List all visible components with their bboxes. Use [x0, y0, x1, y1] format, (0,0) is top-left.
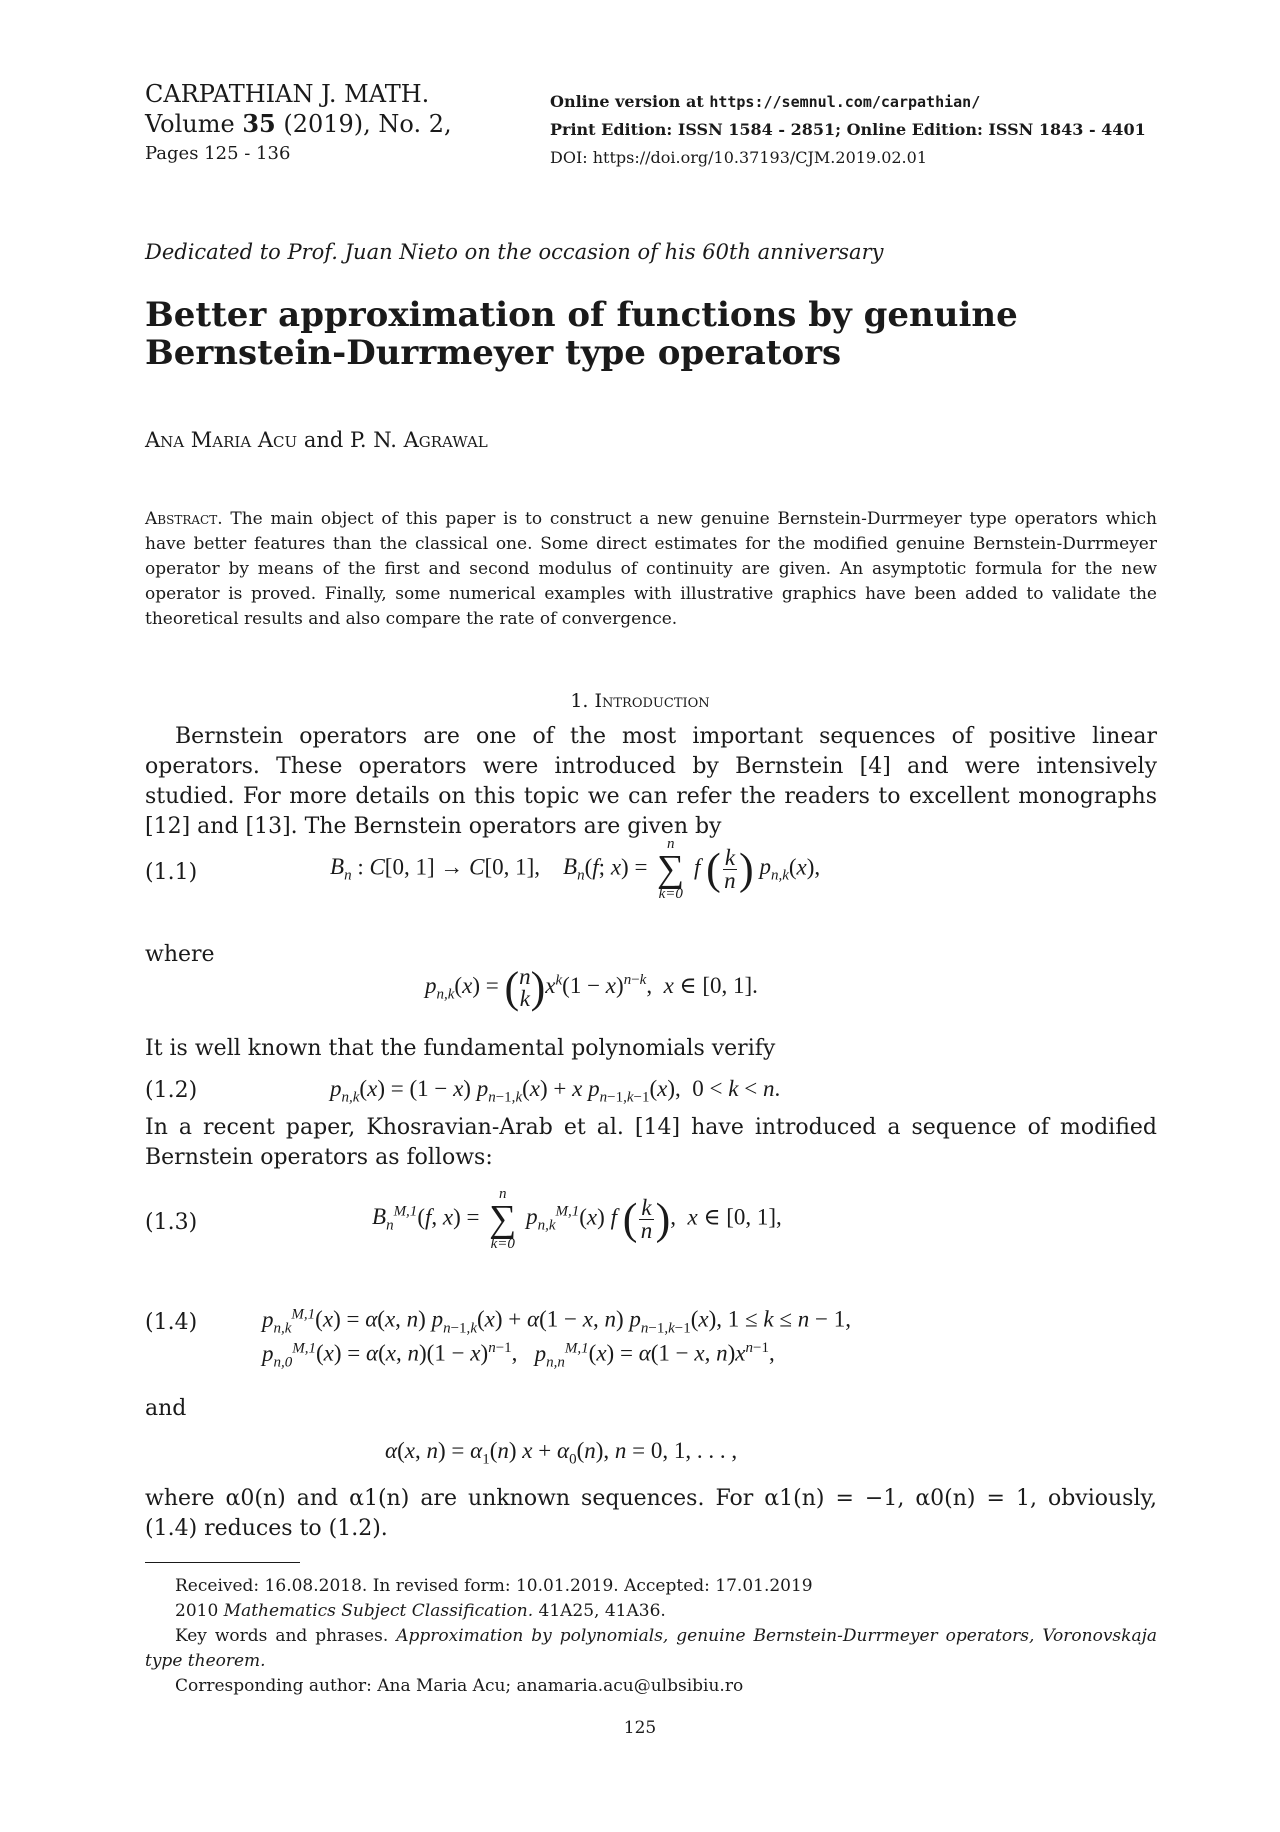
- footnote-divider: [145, 1562, 300, 1563]
- equation-1-4-line-2: $p_{n,0}^{M,1}(x) = \alpha(x$, $n)(1 - x)^{n-1}$, $p_{n,n}^{M,1}(x) = \alpha(1 - x$, $n)x^{n-1}$,: [262, 1340, 775, 1371]
- and-text: and: [145, 1396, 187, 1421]
- issn-info: Print Edition: ISSN 1584 - 2851; Online Edition: ISSN 1843 - 4401: [550, 120, 1146, 139]
- well-known-text: It is well known that the fundamental polynomials verify: [145, 1036, 776, 1061]
- section-heading: [0, 690, 1280, 712]
- journal-header: [145, 80, 452, 168]
- title-line-1: Better approximation of functions by genuine: [145, 295, 1018, 335]
- abstract-label: Abstract.: [145, 509, 223, 529]
- equation-label-1-4: (1.4): [145, 1310, 198, 1335]
- footnote-corresponding: Corresponding author: Ana Maria Acu; anamaria.acu@ulbsibiu.ro: [175, 1676, 744, 1696]
- author-1: Ana Maria Acu: [145, 428, 298, 452]
- volume-line: Volume 35 (2019), No. 2,: [145, 109, 452, 138]
- journal-name: CARPATHIAN J. MATH.: [145, 80, 430, 108]
- equation-1-4-line-1: $p_{n,k}^{M,1}(x) = \alpha(x$, n) $p_{n-1,k}(x) + \alpha(1 - x$, n) $p_{n-1,k-1}(x)$, 1 ≤ k ≤ n − 1,: [262, 1306, 851, 1337]
- equation-label-1-1: (1.1): [145, 860, 198, 885]
- paper-title: [145, 296, 1018, 372]
- equation-alpha: α(x, $n) = \alpha_1(n) x + \alpha_0(n)$, n = 0, 1, . . . ,: [385, 1438, 738, 1468]
- footnote-received: Received: 16.08.2018. In revised form: 10.01.2019. Accepted: 17.01.2019: [175, 1576, 813, 1596]
- equation-label-1-2: (1.2): [145, 1078, 198, 1103]
- abstract-text: The main object of this paper is to construct a new genuine Bernstein-Durrmeyer type operators which have better features than the classical one. Some direct estimates for the modified genuine Bernstein-Durrmeyer operator by means of the first and second modulus of continuity are given. An asymptotic formula for the new operator is proved. Finally, some numerical examples with illustrative graphics have been added to validate the theoretical results and also compare the rate of convergence.: [145, 509, 1158, 629]
- equation-1-3: $B_n^{M,1}(f$, x) = n ∑ k=0 $p_{n,k}^{M,1}(x)$ f ( $\frac{k}{n}$ ), x ∈ [0, 1],: [372, 1186, 782, 1252]
- recent-paper-paragraph: In a recent paper, Khosravian-Arab et al. [14] have introduced a sequence of modified Bernstein operators as follows:: [145, 1115, 1157, 1170]
- intro-paragraph: Bernstein operators are one of the most important sequences of positive linear operators. These operators were introduced by Bernstein [4] and were intensively studied. For more details on this topic we can refer the readers to excellent monographs [12] and [13]. The Bernstein operators are given by: [145, 724, 1157, 839]
- equation-1-1: $B_n$ : C[0, 1] → C[0, 1], $B_n(f$; x) = n ∑ k=0 f ( $\frac{k}{n}$ ) $p_{n,k}(x)$,: [330, 836, 821, 902]
- pages-line: Pages 125 - 136: [145, 143, 291, 164]
- footnote-msc: 2010 Mathematics Subject Classification. 41A25, 41A36.: [175, 1601, 666, 1621]
- doi-link[interactable]: DOI: https://doi.org/10.37193/CJM.2019.02.01: [550, 148, 927, 167]
- page-number: 125: [623, 1718, 657, 1738]
- publication-info: [550, 88, 1146, 172]
- section-title: Introduction: [594, 690, 710, 712]
- equation-1-2: $p_{n,k}(x) = (1 - x) p_{n-1,k}(x) + x$ $p_{n-1,k-1}(x)$, 0 < k < n.: [330, 1076, 781, 1106]
- footnote-keywords: Key words and phrases. Approximation by polynomials, genuine Bernstein-Durrmeyer operators, Voronovskaja type theorem.: [145, 1626, 1158, 1671]
- online-url-link[interactable]: https://semnul.com/carpathian/: [709, 93, 981, 111]
- author-conjunction: and: [297, 428, 350, 452]
- abstract: [145, 507, 1157, 632]
- section-number: 1.: [570, 690, 595, 712]
- online-version: Online version at https://semnul.com/carpathian/: [550, 92, 981, 111]
- closing-paragraph: where α0(n) and α1(n) are unknown sequences. For α1(n) = −1, α0(n) = 1, obviously, (1.4) reduces to (1.2).: [145, 1486, 1157, 1541]
- dedication: Dedicated to Prof. Juan Nieto on the occasion of his 60th anniversary: [145, 240, 884, 264]
- authors: [145, 428, 488, 452]
- author-2: P. N. Agrawal: [350, 428, 488, 452]
- equation-pnk: $p_{n,k}(x)$ = ( n k )$x^k(1 - x)^{n-k}$, x ∈ [0, 1].: [425, 963, 758, 1012]
- where-text: where: [145, 942, 215, 967]
- equation-label-1-3: (1.3): [145, 1210, 198, 1235]
- title-line-2: Bernstein-Durrmeyer type operators: [145, 333, 842, 373]
